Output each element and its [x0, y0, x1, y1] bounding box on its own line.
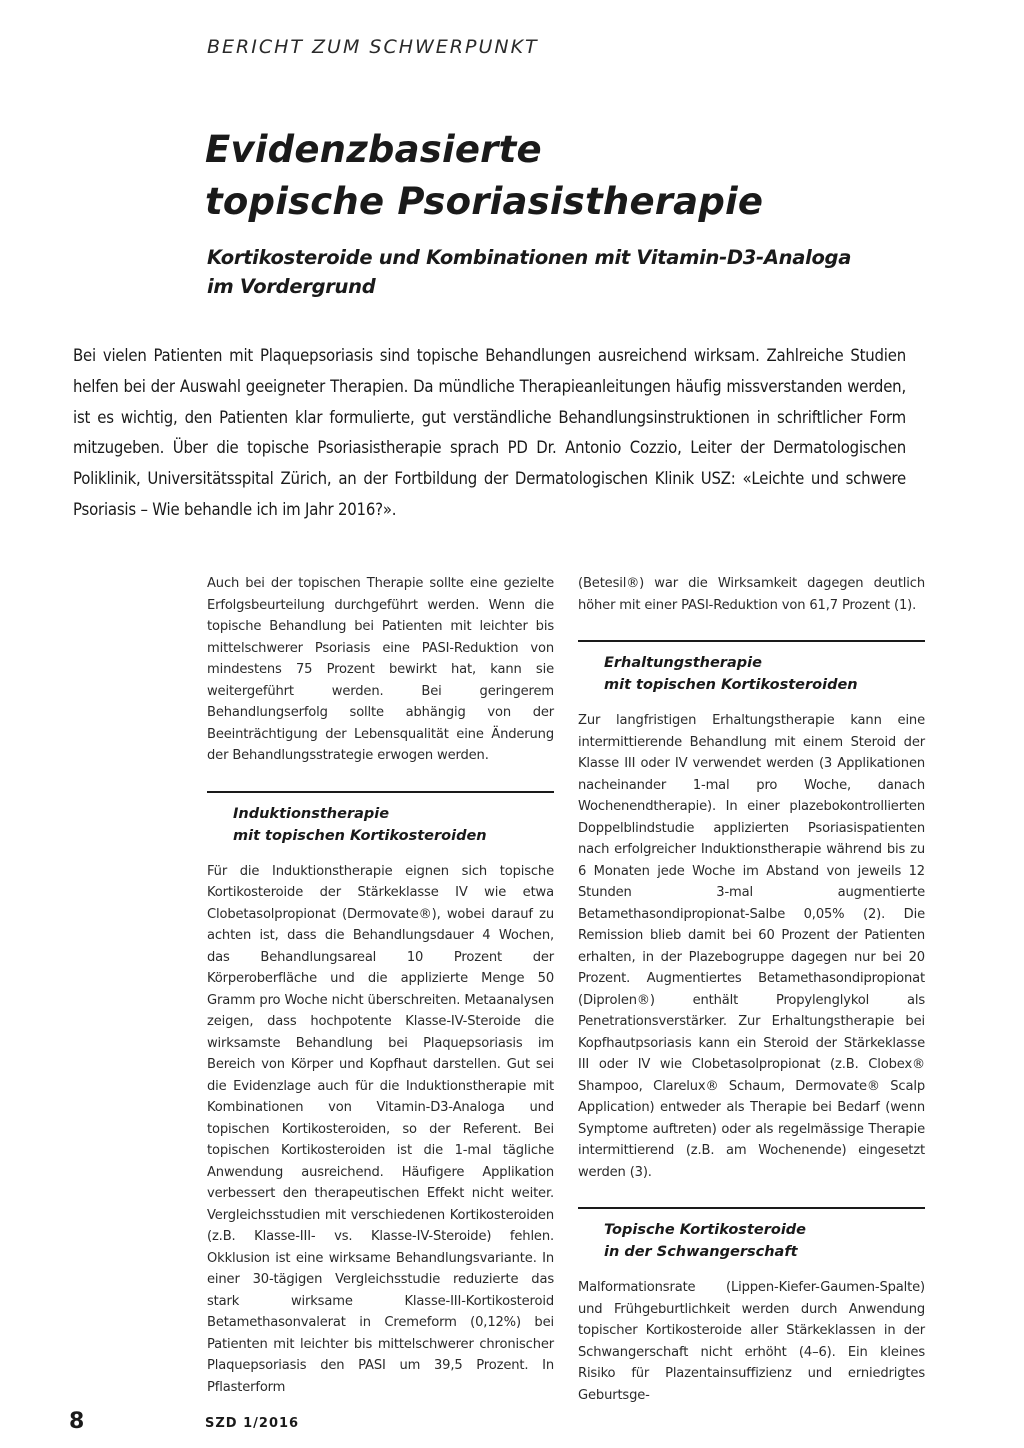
section-heading-line: Induktionstherapie [233, 805, 390, 822]
section-heading-line: mit topischen Kortikosteroiden [604, 677, 858, 693]
section-heading-induktion [207, 791, 554, 847]
section-heading-schwangerschaft [578, 1207, 925, 1263]
section-heading-erhaltung [578, 640, 925, 696]
right-column [578, 573, 925, 1406]
section-heading-line: mit topischen Kortikosteroiden [233, 827, 487, 844]
article-title [205, 124, 763, 228]
subtitle-line-2: im Vordergrund [207, 275, 376, 298]
title-line-1: Evidenzbasierte [205, 128, 542, 171]
lead-paragraph: Bei vielen Patienten mit Plaquepsoriasis sind topische Behandlungen ausreichend wirksam. Zahlreiche Studien helfen bei der Auswahl geeigneter Therapien. Da mündliche Therapieanleitungen häufig missverstanden werden, ist es wichtig, den Patienten klar formulierte, gut verständliche Behandlungsinstruktionen in schriftlicher Form mitzugeben. Über die topische Psoriasistherapie sprach PD Dr. Antonio Cozzio, Leiter der Dermatologischen Poliklinik, Universitätsspital Zürich, an der Fortbildung der Dermatologischen Klinik USZ: «Leichte und schwere Psoriasis – Wie behandle ich im Jahr 2016?». [73, 346, 906, 519]
title-line-2: topische Psoriasistherapie [205, 180, 764, 223]
section-heading-line: Topische Kortikosteroide [604, 1222, 807, 1238]
section-label: BERICHT ZUM SCHWERPUNKT [207, 36, 539, 58]
page-number: 8 [69, 1409, 85, 1434]
body-paragraph: Zur langfristigen Erhaltungstherapie kann eine intermittierende Behandlung mit einem Steroid der Klasse III oder IV verwendet werden (3 Applikationen nacheinander 1-mal pro Woche, danach Wochenendtherapie). In einer plazebokontrollierten Doppelblindstudie applizierten Psoriasispatienten nach erfolgreicher Induktionstherapie während bis zu 6 Monaten jede Woche im Abstand von jeweils 12 Stunden 3-mal augmentierte Betamethasondipropionat-Salbe 0,05% (2). Die Remission blieb damit bei 60 Prozent der Patienten erhalten, in der Plazebogruppe dagegen nur bei 20 Prozent. Augmentiertes Betamethasondipropionat (Diprolen®) enthält Propylenglykol als Penetrationsverstärker. Zur Erhaltungstherapie bei Kopfhautpsoriasis kann ein Steroid der Stärkeklasse III oder IV wie Clobetasolpropionat (z.B. Clobex® Shampoo, Clarelux® Schaum, Dermovate® Scalp Application) entweder als Therapie bei Bedarf (wenn Symptome auftreten) oder als regelmässige Therapie intermittierend (z.B. am Wochenende) eingesetzt werden (3). [578, 713, 925, 1180]
left-column [207, 573, 554, 1398]
journal-issue: SZD 1/2016 [205, 1416, 300, 1431]
section-heading-line: in der Schwangerschaft [604, 1244, 798, 1260]
article-subtitle [207, 243, 851, 301]
body-paragraph: Malformationsrate (Lippen-Kiefer-Gaumen-Spalte) und Frühgeburtlichkeit werden durch Anwendung topischer Kortikosteroide aller Stärkeklassen in der Schwangerschaft nicht erhöht (4–6). Ein kleines Risiko für Plazentainsuffizienz und erniedrigtes Geburtsge- [578, 1280, 925, 1403]
body-paragraph: (Betesil®) war die Wirksamkeit dagegen deutlich höher mit einer PASI-Reduktion von 61,7 Prozent (1). [578, 576, 925, 613]
intro-paragraph: Auch bei der topischen Therapie sollte eine gezielte Erfolgsbeurteilung durchgeführt werden. Wenn die topische Behandlung bei Patienten mit leichter bis mittelschwerer Psoriasis eine PASI-Reduktion von mindestens 75 Prozent bewirkt hat, kann sie weitergeführt werden. Bei geringerem Behandlungserfolg sollte abhängig von der Beeinträchtigung der Lebensqualität eine Änderung der Behandlungsstrategie erwogen werden. [207, 576, 554, 763]
subtitle-line-1: Kortikosteroide und Kombinationen mit Vitamin-D3-Analoga [207, 246, 852, 269]
section-heading-line: Erhaltungstherapie [604, 655, 762, 671]
body-paragraph: Für die Induktionstherapie eignen sich topische Kortikosteroide der Stärkeklasse IV wie etwa Clobetasolpropionat (Dermovate®), wobei darauf zu achten ist, dass die Behandlungsdauer 4 Wochen, das Behandlungsareal 10 Prozent der Körperoberfläche und die applizierte Menge 50 Gramm pro Woche nicht überschreiten. Metaanalysen zeigen, dass hochpotente Klasse-IV-Steroide die wirksamste Behandlung bei Plaquepsoriasis im Bereich von Körper und Kopfhaut darstellen. Gut sei die Evidenzlage auch für die Induktionstherapie mit Kombinationen von Vitamin-D3-Analoga und topischen Kortikosteroiden, so der Referent. Bei topischen Kortikosteroiden ist die 1-mal tägliche Anwendung ausreichend. Häufigere Applikation verbessert den therapeutischen Effekt nicht weiter. Vergleichsstudien mit verschiedenen Kortikosteroiden (z.B. Klasse-III- vs. Klasse-IV-Steroide) fehlen. Okklusion ist eine wirksame Behandlungsvariante. In einer 30-tägigen Vergleichsstudie reduzierte das stark wirksame Klasse-III-Kortikosteroid Betamethasonvalerat in Cremeform (0,12%) bei Patienten mit leichter bis mittelschwerer chronischer Plaquepsoriasis den PASI um 39,5 Prozent. In Pflasterform [207, 863, 554, 1395]
